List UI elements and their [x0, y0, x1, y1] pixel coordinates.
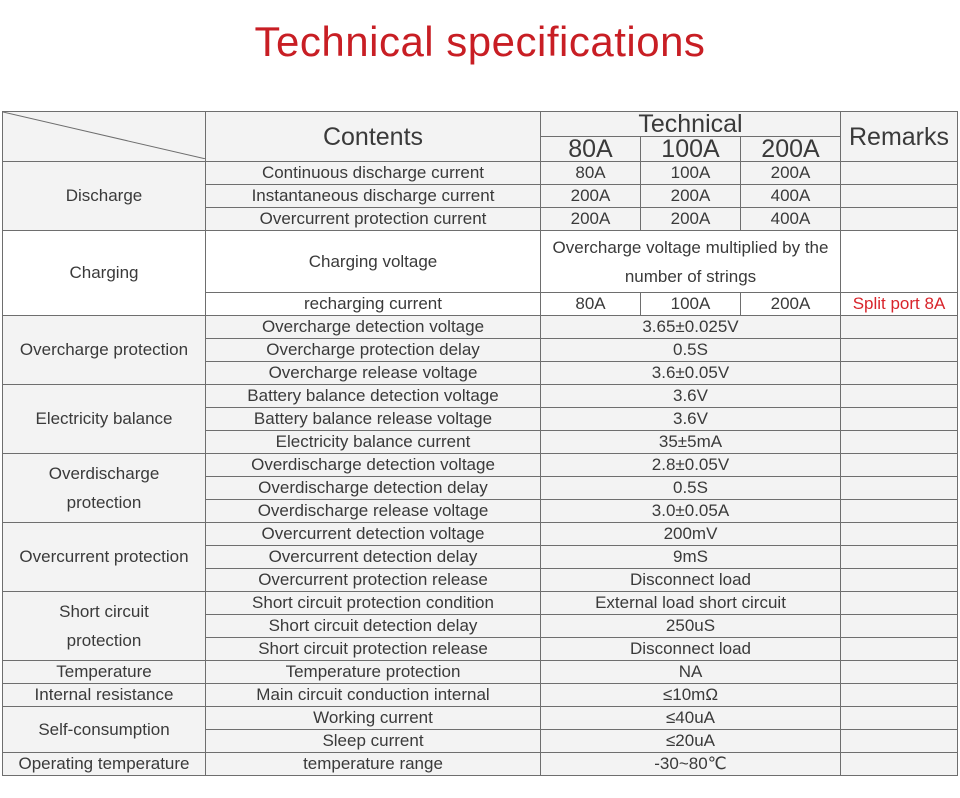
- row-value: 3.6V: [541, 408, 841, 431]
- row-label: Overdischarge release voltage: [206, 500, 541, 523]
- row-value: ≤20uA: [541, 730, 841, 753]
- row-value: 3.6V: [541, 385, 841, 408]
- remark-cell: [841, 185, 958, 208]
- remark-cell: [841, 162, 958, 185]
- remark-cell: [841, 339, 958, 362]
- remark-cell: [841, 208, 958, 231]
- remark-cell: [841, 707, 958, 730]
- row-label: Overdischarge detection delay: [206, 477, 541, 500]
- remark-cell: [841, 477, 958, 500]
- spec-table: [2, 111, 958, 776]
- row-label: Sleep current: [206, 730, 541, 753]
- row-label: Overcharge protection delay: [206, 339, 541, 362]
- remark-split-port: Split port 8A: [841, 293, 958, 316]
- header-model-80a: 80A: [541, 137, 641, 162]
- row-label: Battery balance release voltage: [206, 408, 541, 431]
- row-label: Battery balance detection voltage: [206, 385, 541, 408]
- row-value: 0.5S: [541, 339, 841, 362]
- group-discharge: Discharge: [3, 162, 206, 231]
- remark-cell: [841, 615, 958, 638]
- row-value: 200A: [741, 162, 841, 185]
- row-value: 200A: [641, 185, 741, 208]
- remark-cell: [841, 385, 958, 408]
- row-label: temperature range: [206, 753, 541, 776]
- row-value: 80A: [541, 293, 641, 316]
- row-label: Short circuit protection condition: [206, 592, 541, 615]
- remark-cell: [841, 454, 958, 477]
- row-label: Instantaneous discharge current: [206, 185, 541, 208]
- group-overdischarge-protection: Overdischarge protection: [3, 454, 206, 523]
- row-label: Overdischarge detection voltage: [206, 454, 541, 477]
- row-label: Electricity balance current: [206, 431, 541, 454]
- row-label: Short circuit detection delay: [206, 615, 541, 638]
- row-label: recharging current: [206, 293, 541, 316]
- row-value: External load short circuit: [541, 592, 841, 615]
- header-corner-cell: [3, 112, 206, 162]
- header-model-100a: 100A: [641, 137, 741, 162]
- remark-cell: [841, 316, 958, 339]
- remark-cell: [841, 500, 958, 523]
- remark-cell: [841, 408, 958, 431]
- remark-cell: [841, 569, 958, 592]
- row-value: 100A: [641, 293, 741, 316]
- row-value: 200A: [541, 208, 641, 231]
- row-label: Overcharge detection voltage: [206, 316, 541, 339]
- row-value: 3.6±0.05V: [541, 362, 841, 385]
- row-label: Overcharge release voltage: [206, 362, 541, 385]
- header-remarks: Remarks: [841, 112, 958, 162]
- page-title: Technical specifications: [254, 18, 706, 65]
- row-label: Overcurrent protection release: [206, 569, 541, 592]
- row-value: 0.5S: [541, 477, 841, 500]
- remark-cell: [841, 546, 958, 569]
- row-label: Overcurrent protection current: [206, 208, 541, 231]
- remark-cell: [841, 592, 958, 615]
- row-value: 9mS: [541, 546, 841, 569]
- remark-cell: [841, 684, 958, 707]
- remark-cell: [841, 523, 958, 546]
- group-temperature: Temperature: [3, 661, 206, 684]
- row-label: Temperature protection: [206, 661, 541, 684]
- row-value: 200A: [641, 208, 741, 231]
- row-value: -30~80℃: [541, 753, 841, 776]
- header-model-200a: 200A: [741, 137, 841, 162]
- group-overcharge-protection: Overcharge protection: [3, 316, 206, 385]
- remark-cell: [841, 753, 958, 776]
- row-label: Overcurrent detection voltage: [206, 523, 541, 546]
- group-overcurrent-protection: Overcurrent protection: [3, 523, 206, 592]
- header-technical: Technical: [541, 112, 841, 137]
- remark-cell: [841, 362, 958, 385]
- group-charging: Charging: [3, 231, 206, 316]
- row-value: Disconnect load: [541, 638, 841, 661]
- row-label: Continuous discharge current: [206, 162, 541, 185]
- row-label: Charging voltage: [206, 231, 541, 293]
- row-value: 200A: [541, 185, 641, 208]
- group-short-circuit-protection: Short circuit protection: [3, 592, 206, 661]
- remark-cell: [841, 431, 958, 454]
- row-label: Short circuit protection release: [206, 638, 541, 661]
- remark-cell: [841, 730, 958, 753]
- group-internal-resistance: Internal resistance: [3, 684, 206, 707]
- row-value: 250uS: [541, 615, 841, 638]
- group-electricity-balance: Electricity balance: [3, 385, 206, 454]
- row-value: ≤10mΩ: [541, 684, 841, 707]
- row-value: 3.65±0.025V: [541, 316, 841, 339]
- group-self-consumption: Self-consumption: [3, 707, 206, 753]
- remark-cell: [841, 638, 958, 661]
- row-value: 200A: [741, 293, 841, 316]
- row-label: Working current: [206, 707, 541, 730]
- row-value: 35±5mA: [541, 431, 841, 454]
- row-value: 80A: [541, 162, 641, 185]
- row-label: Main circuit conduction internal: [206, 684, 541, 707]
- row-value: ≤40uA: [541, 707, 841, 730]
- row-value: Disconnect load: [541, 569, 841, 592]
- remark-cell: [841, 231, 958, 293]
- row-value: 2.8±0.05V: [541, 454, 841, 477]
- row-value: 3.0±0.05A: [541, 500, 841, 523]
- diagonal-divider: [3, 112, 206, 159]
- row-value: 100A: [641, 162, 741, 185]
- group-operating-temperature: Operating temperature: [3, 753, 206, 776]
- remark-cell: [841, 661, 958, 684]
- row-label: Overcurrent detection delay: [206, 546, 541, 569]
- header-contents: Contents: [206, 112, 541, 162]
- row-value: 400A: [741, 185, 841, 208]
- row-value: 200mV: [541, 523, 841, 546]
- charging-voltage-value: Overcharge voltage multiplied by the number of strings: [541, 231, 841, 293]
- row-value: NA: [541, 661, 841, 684]
- row-value: 400A: [741, 208, 841, 231]
